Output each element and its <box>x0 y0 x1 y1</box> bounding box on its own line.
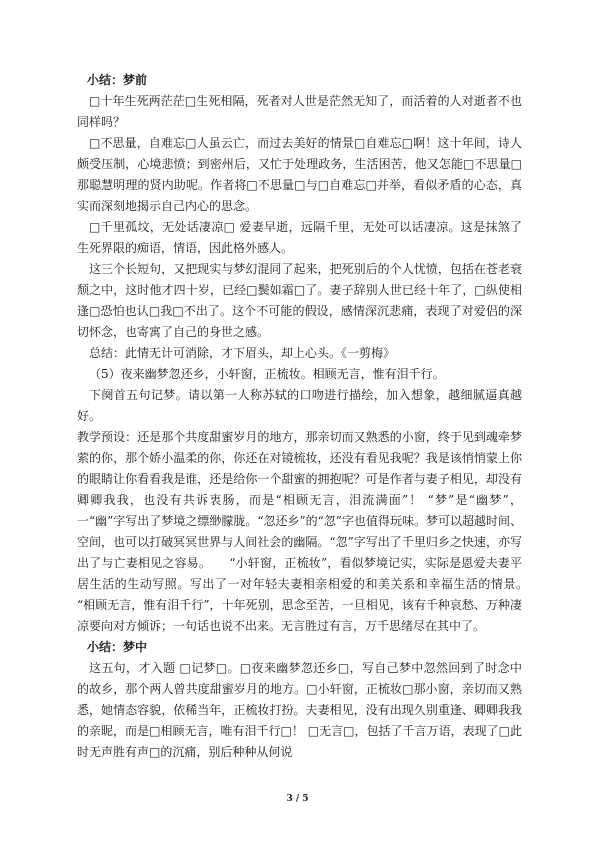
paragraph: （5）夜来幽梦忽还乡，小轩窗，正梳妆。相顾无言，惟有泪千行。 <box>89 367 445 381</box>
paragraph: 教学预设：还是那个共度甜蜜岁月的地方，那亲切而又熟悉的小窗，终于见到魂牵梦萦的你，那个娇小温柔的你，你还在对镜梳妆，还没有看见我呢？我是该悄悄蒙上你的眼睛让你看看我是谁，还是给你一个甜蜜的拥抱呢？可是作者与妻子相见，却没有卿卿我我，也没有共诉衷肠，而是“相顾无言，泪流满面”！ “梦”是“幽梦”，一“幽”字写出了梦境之缥缈朦胧。“忽还乡”的“忽”字也值得玩味。梦可以超越时间、空间，也可以打破冥冥世界与人间社会的幽隔。“忽”字写出了千里归乡之快速，亦写出了与亡妻相见之容易。 “小轩窗，正梳妆”，看似梦境记实，实际是恩爱夫妻平居生活的生动写照。写出了一对年轻夫妻相亲相爱的和美关系和幸福生活的情景。 “相顾无言，惟有泪千行”，十年死别，思念至苦，一旦相见，该有千种哀愁、万种凄凉要向对方倾诉；一句话也说不出来。无言胜过有言，万千思绪尽在其中了。 <box>77 430 547 633</box>
section-heading: 小结：梦中 <box>87 640 148 654</box>
section-heading: 小结：梦前 <box>87 73 148 87</box>
paragraph: 总结：此情无计可消除，才下眉头，却上心头。《一剪梅》 <box>89 346 396 360</box>
paragraph: 下阕首五句记梦。请以第一人称苏轼的口吻进行描绘，加入想象，越细腻逼真越好。 <box>77 388 522 423</box>
paragraph: □十年生死两茫茫□生死相隔，死者对人世是茫然无知了，而活着的人对逝者不也同样吗？ <box>77 94 522 129</box>
page-number: 3 / 5 <box>286 794 309 804</box>
paragraph: 这三个长短句，又把现实与梦幻混同了起来，把死别后的个人忧愤，包括在苍老衰颓之中，这时他才四十岁，已经□鬓如霜□了。妻子辞别人世已经十年了，□纵使相逢□恐怕也认□我□不出了。这个不可能的假设，感情深沉悲痛，表现了对爱侣的深切怀念，也寄寓了自己的身世之感。 <box>77 262 522 339</box>
page-content <box>77 70 547 763</box>
paragraph: 这五句，才入题 □记梦□。□夜来幽梦忽还乡□，写自己梦中忽然回到了时念中的故乡，那个两人曾共度甜蜜岁月的地方。□小轩窗，正梳妆□那小窗，亲切而又熟悉，她情态容貌，依稀当年，正梳妆打扮。夫妻相见，没有出现久别重逢、卿卿我我的亲昵，而是□相顾无言，唯有泪千行□！ □无言□，包括了千言万语，表现了□此时无声胜有声□的沉痛，别后种种从何说 <box>77 661 522 759</box>
paragraph: □不思量，自难忘□人虽云亡，而过去美好的情景□自难忘□啊！这十年间，诗人颇受压制，心境悲愤；到密州后，又忙于处理政务，生活困苦，他又怎能□不思量□那聪慧明理的贤内助呢。作者将□不思量□与□自难忘□并举，看似矛盾的心态，真实而深刻地揭示自己内心的思念。 <box>77 136 522 213</box>
paragraph: □千里孤坟，无处话凄凉□ 爱妻早逝，远隔千里，无处可以话凄凉。这是抹煞了生死界限的痴语，情语，因此格外感人。 <box>77 220 522 255</box>
